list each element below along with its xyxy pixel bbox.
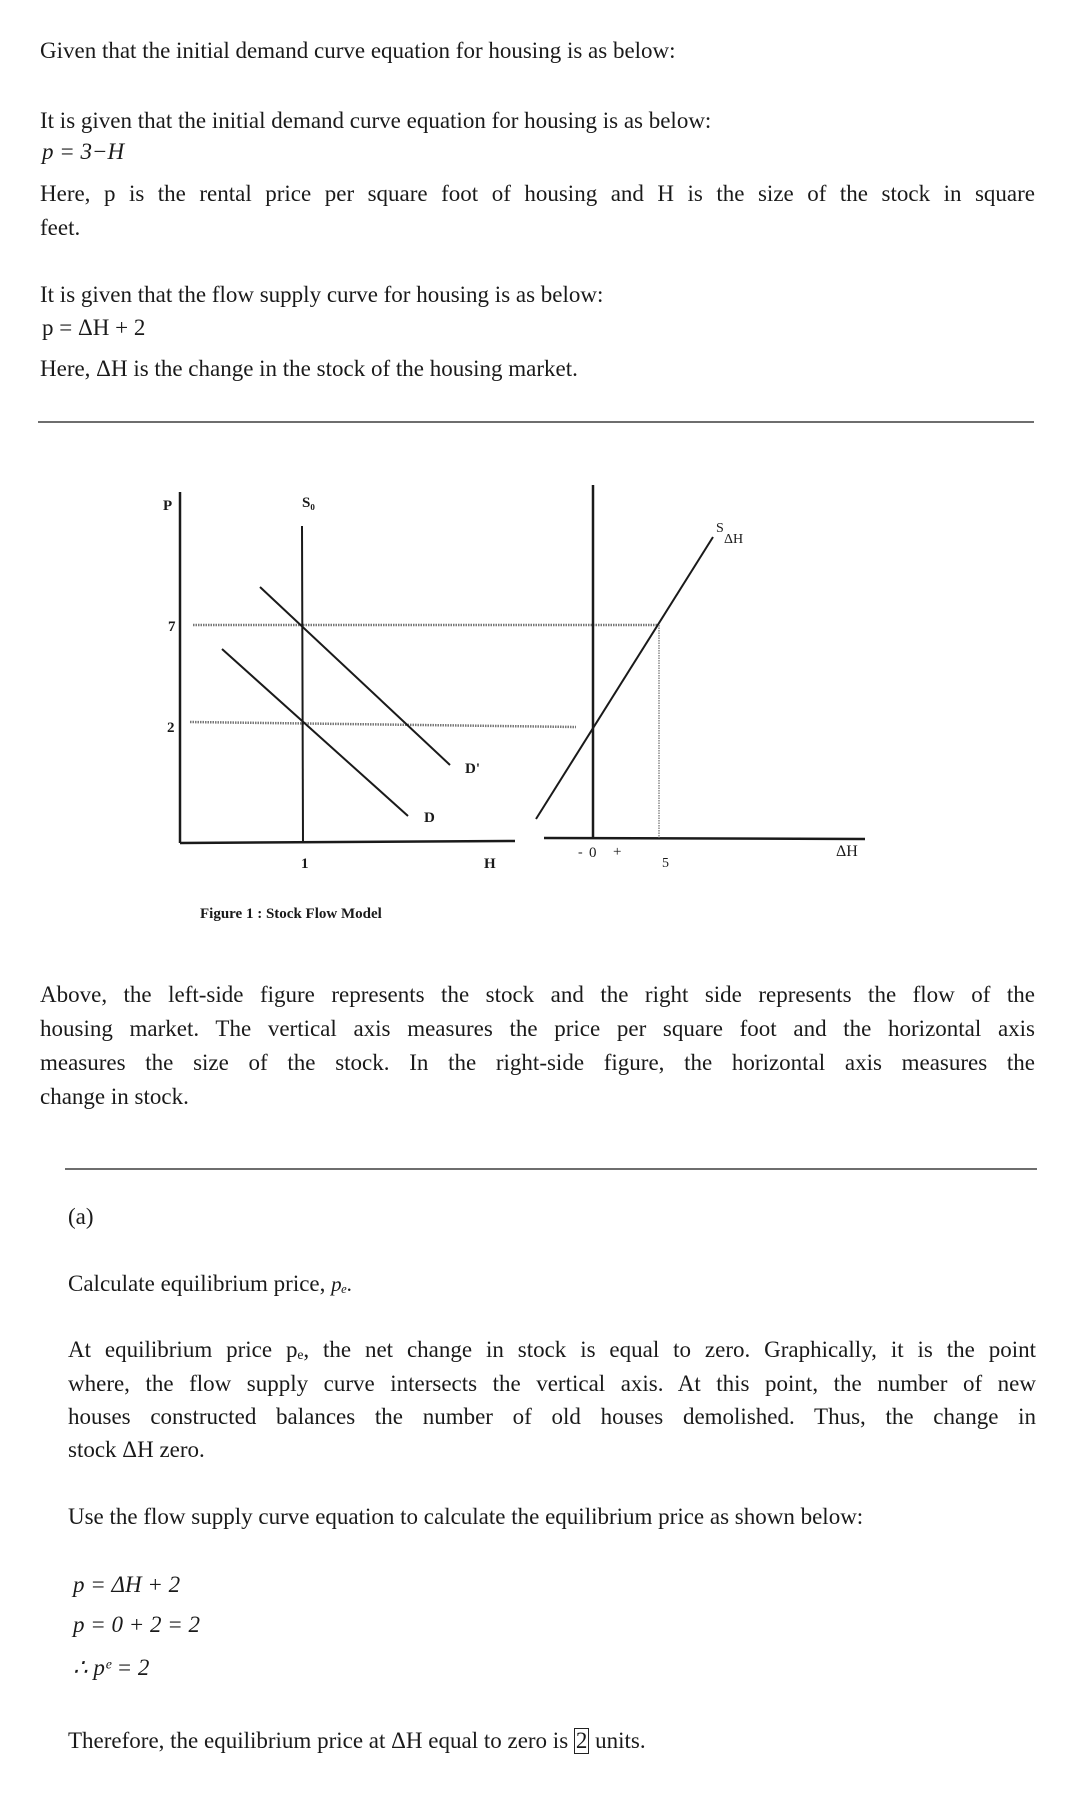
conclusion xyxy=(68,1727,646,1755)
explanation-line4: change in stock. xyxy=(40,1084,189,1109)
d-label: D xyxy=(424,810,435,826)
answer-para-line2: where, the flow supply curve intersects the vertical axis. At this point, the number of new xyxy=(68,1371,1036,1396)
question-text: Calculate equilibrium price, xyxy=(68,1271,332,1296)
answer-para-line3: houses constructed balances the number of old houses demolished. Thus, the change in xyxy=(68,1404,1036,1429)
stock-y-axis-label: P xyxy=(163,498,173,514)
demand-explain-line1: Here, p is the rental price per square foot of housing and H is the size of the stock in square xyxy=(40,181,1035,206)
intro-heading: Given that the initial demand curve equation for housing is as below: xyxy=(40,38,676,63)
stock-supply-s0 xyxy=(302,526,303,843)
stock-x-axis xyxy=(180,841,515,843)
answer-box: 2 xyxy=(575,1728,588,1753)
conclusion-suffix: units. xyxy=(589,1728,646,1753)
demand-shifted-line xyxy=(260,587,450,765)
flow-tick-plus: + xyxy=(613,844,622,860)
equation-3: ∴ pᵉ = 2 xyxy=(73,1655,150,1680)
flow-supply-label: S xyxy=(716,521,724,536)
part-a-question xyxy=(68,1270,352,1298)
flow-tick-minus: - xyxy=(578,845,583,860)
stock-flow-figure xyxy=(0,470,1080,940)
divider-2 xyxy=(65,1168,1037,1170)
s0-label: S₀ xyxy=(302,495,315,511)
part-a-label: (a) xyxy=(68,1204,94,1229)
d-prime-label: D' xyxy=(465,761,480,777)
figure-caption: Figure 1 : Stock Flow Model xyxy=(200,906,382,922)
flow-tick-5: 5 xyxy=(662,856,669,871)
method-text: Use the flow supply curve equation to calculate the equilibrium price as shown below: xyxy=(68,1504,864,1529)
flow-tick-0: 0 xyxy=(589,845,597,861)
flow-supply-line xyxy=(536,537,713,819)
demand-explain-line2: feet. xyxy=(40,215,81,240)
y-tick-7: 7 xyxy=(168,619,176,635)
supply-equation: p = ΔH + 2 xyxy=(42,315,146,340)
answer-para-line4: stock ΔH zero. xyxy=(68,1437,205,1462)
demand-line xyxy=(222,649,408,816)
flow-x-axis-label: ΔH xyxy=(836,843,858,860)
demand-equation: p = 3−H xyxy=(42,139,125,164)
question-variable: pₑ. xyxy=(331,1272,353,1296)
supply-intro: It is given that the flow supply curve for housing is as below: xyxy=(40,282,604,307)
conclusion-text: Therefore, the equilibrium price at ΔH equal to zero is xyxy=(68,1728,574,1753)
supply-explain: Here, ΔH is the change in the stock of the housing market. xyxy=(40,356,578,381)
flow-supply-label-sub: ΔH xyxy=(724,532,744,547)
explanation-line1: Above, the left-side figure represents the stock and the right side represents the flow of the xyxy=(40,982,1035,1007)
answer-para-line1: At equilibrium price pₑ, the net change in stock is equal to zero. Graphically, it is the point xyxy=(68,1337,1036,1362)
flow-x-axis xyxy=(544,838,865,839)
x-tick-1: 1 xyxy=(301,856,309,872)
explanation-line3: measures the size of the stock. In the right-side figure, the horizontal axis measures the xyxy=(40,1050,1035,1075)
demand-intro: It is given that the initial demand curve equation for housing is as below: xyxy=(40,108,712,133)
explanation-line2: housing market. The vertical axis measures the price per square foot and the horizontal axis xyxy=(40,1016,1035,1041)
y-tick-2: 2 xyxy=(167,720,175,736)
price-2-dotted-line xyxy=(190,722,576,727)
equation-2: p = 0 + 2 = 2 xyxy=(73,1612,201,1637)
divider-1 xyxy=(38,421,1034,423)
stock-x-axis-label: H xyxy=(484,856,496,872)
equation-1: p = ΔH + 2 xyxy=(73,1572,181,1597)
